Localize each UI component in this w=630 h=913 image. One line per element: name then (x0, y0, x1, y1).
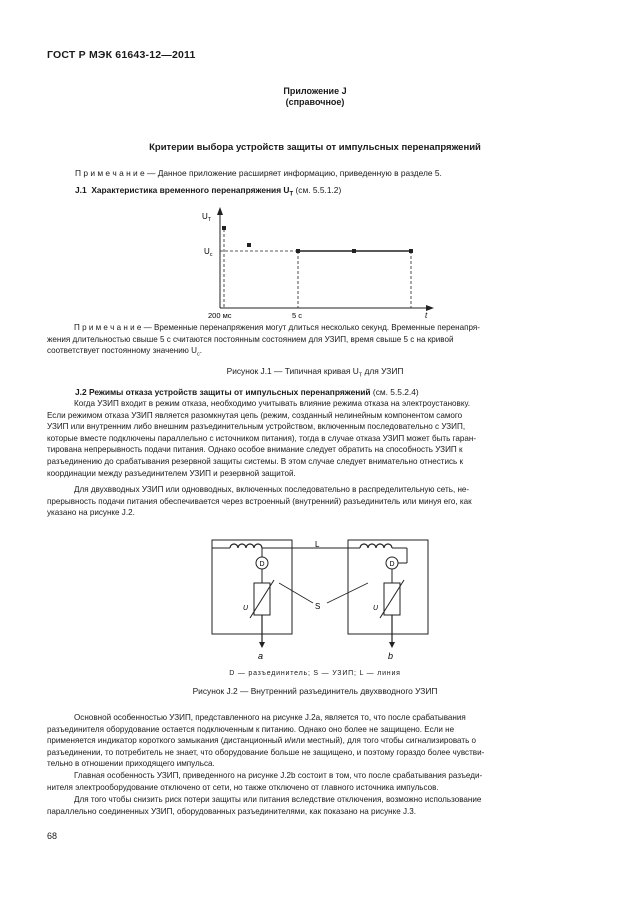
note-2-line2: жения длительностью свыше 5 с считаются постоянным состоянием для УЗИП, время свыше 5 с на кривой (47, 334, 454, 344)
label-L: L (315, 540, 320, 549)
label-U-b: U (373, 605, 379, 612)
label-b: b (388, 651, 394, 661)
text-line: разъединению до срабатывания резервной защиты системы. В этом случае следует внимательно отнестись к (47, 456, 464, 466)
j1-title-sub: T (289, 191, 294, 198)
j2-heading (75, 387, 419, 397)
note-1-label: П р и м е ч а н и е (75, 168, 145, 178)
note-2 (47, 322, 583, 361)
text-line: разъединении, то потребитель не знает, что оборудование больше не защищено, и поэтому гораздо более чувстви- (47, 747, 485, 757)
note-2-line3-end: . (199, 346, 202, 356)
label-a: a (258, 651, 264, 661)
note-1 (75, 168, 442, 178)
point-marker (409, 249, 413, 253)
uc-tick-label: $U_c$ (204, 247, 213, 258)
text-line: указано на рисунке J.2. (47, 508, 135, 518)
caption-j1-prefix: Рисунок J.1 — Типичная кривая U (226, 366, 359, 376)
text-line: Для двухвводных УЗИП или одновводных, включенных последовательно в распределительную сеть, не- (74, 485, 470, 494)
appendix-title: Приложение J (283, 86, 347, 96)
paragraph-3 (47, 712, 583, 770)
j1-title: Характеристика временного перенапряжения U (91, 185, 290, 195)
text-line: Главная особенность УЗИП, приведенного на рисунке J.2b состоит в том, что после срабатывания разъеди- (74, 771, 483, 780)
x-axis-label: t (425, 311, 428, 320)
device-a-box (212, 540, 292, 634)
appendix-heading (0, 86, 630, 108)
text-line: применяется индикатор короткого замыкания (дистанционный и/или местный), для того чтобы сигнализировать о (47, 736, 477, 746)
figure-j1-caption (0, 366, 630, 379)
paragraph-5 (47, 794, 583, 817)
caption-j1-suffix: для УЗИП (362, 366, 404, 376)
text-line: тельно в отношении приходящего импульса. (47, 759, 215, 769)
y-axis-label: $U_T$ (202, 212, 212, 223)
leader-S-a (279, 583, 313, 603)
text-line: тирована непрерывность подачи питания. Однако особое внимание следует обратить на способность УЗИП к (47, 445, 463, 455)
text-line: Основной особенностью УЗИП, представленного на рисунке J.2a, является то, что после срабатывания (74, 713, 466, 722)
figure-j2-diagram (205, 535, 430, 663)
section-title: Критерии выбора устройств защиты от импульсных перенапряжений (149, 142, 481, 153)
document-header: ГОСТ Р МЭК 61643-12—2011 (47, 49, 196, 61)
label-D-a: D (259, 561, 265, 568)
x-tick-5s: 5 с (292, 311, 303, 320)
text-line: координации между разъединителем УЗИП и резервной защитой. (47, 468, 296, 478)
label-S: S (315, 602, 321, 611)
device-a-coil (230, 544, 262, 548)
j1-ref: (см. 5.5.1.2) (293, 185, 342, 195)
point-marker (247, 243, 251, 247)
note-2-line3-wrap (47, 345, 583, 361)
point-marker (296, 249, 300, 253)
j1-heading (75, 185, 341, 198)
note-2-line1: — Временные перенапряжения могут длиться несколько секунд. Временные перенапря- (141, 323, 481, 332)
j2-ref: (см. 5.5.2.4) (370, 387, 419, 397)
text-line: Для того чтобы снизить риск потери защиты или питания вследствие отключения, возможно использование (74, 795, 482, 804)
point-marker (352, 249, 356, 253)
text-line: Когда УЗИП входит в режим отказа, необходимо учитывать влияние режима отказа на электроустановку. (74, 399, 470, 408)
figure-j2-caption: Рисунок J.2 — Внутренний разъединитель двухвводного УЗИП (192, 686, 438, 696)
device-b-coil (360, 544, 392, 548)
text-line: прерывность подачи питания обеспечивается через встроенный (внутренний) разъединитель или минуя его, как (47, 496, 472, 506)
j1-number: J.1 (75, 185, 87, 195)
appendix-subtitle: (справочное) (285, 97, 345, 107)
text-line: Если режимом отказа УЗИП является разомкнутая цепь (режим, созданный нелинейным компонентом самого (47, 410, 463, 420)
figure-j2-legend: D — разъединитель; S — УЗИП; L — линия (229, 670, 401, 677)
label-D-b: D (389, 561, 395, 568)
j2-title: J.2 Режимы отказа устройств защиты от импульсных перенапряжений (75, 387, 371, 397)
paragraph-4 (47, 770, 583, 793)
note-2-line3-sub: c (196, 351, 200, 358)
j2-paragraph-2 (47, 484, 583, 519)
text-line: нителя электрооборудование отключено от сети, но также отключено от главного источника импульсов. (47, 782, 439, 792)
text-line: которые вместе подключены параллельно с источником питания), тогда в случае отказа УЗИП может быть гаран- (47, 433, 477, 443)
y-axis-arrow (217, 207, 223, 215)
label-U-a: U (243, 605, 249, 612)
note-1-text: — Данное приложение расширяет информацию, приведенную в разделе 5. (144, 168, 442, 178)
caption-j1-sub: T (358, 372, 363, 379)
note-2-line3: соответствует постоянному значению U (47, 346, 197, 356)
point-marker (222, 226, 226, 230)
figure-j1-chart (190, 204, 450, 322)
x-tick-200ms: 200 мс (208, 311, 232, 320)
page-number: 68 (47, 831, 58, 841)
text-line: УЗИП или внутренним либо внешним разъединительным устройством, включенным последовательно с УЗИП, (47, 422, 466, 432)
note-2-label: П р и м е ч а н и е (74, 323, 142, 332)
text-line: параллельно соединенных УЗИП, оборудованных разъединителями, как показано на рисунке J.3. (47, 806, 417, 816)
j2-paragraph-1 (47, 398, 583, 479)
text-line: разъединителя оборудование остается подключенным к питанию. Однако оно более не защищено. Если не (47, 724, 455, 734)
